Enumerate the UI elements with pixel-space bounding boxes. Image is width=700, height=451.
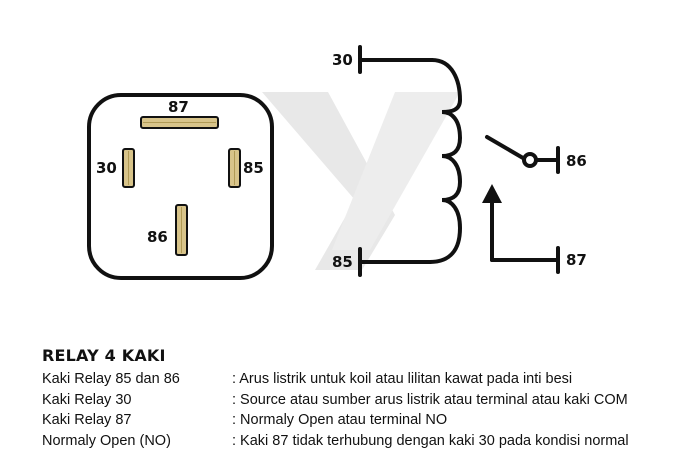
legend-desc: : Kaki 87 tidak terhubung dengan kaki 30 pada kondisi normal — [232, 431, 629, 451]
legend-desc: : Arus listrik untuk koil atau lilitan kawat pada inti besi — [232, 369, 572, 390]
pin-85-label: 85 — [243, 159, 264, 177]
schematic-30-label: 30 — [332, 51, 353, 69]
arrow-up-icon — [482, 184, 502, 203]
schematic-85-label: 85 — [332, 253, 353, 271]
legend-row — [42, 410, 692, 431]
legend-term: Kaki Relay 85 dan 86 — [42, 369, 232, 390]
legend-desc: : Normaly Open atau terminal NO — [232, 410, 447, 431]
legend-title: RELAY 4 KAKI — [42, 346, 692, 365]
pin-87-label: 87 — [168, 98, 189, 116]
schematic-87-label: 87 — [566, 251, 587, 269]
legend — [42, 346, 692, 451]
legend-row — [42, 431, 692, 451]
legend-desc: : Source atau sumber arus listrik atau terminal atau kaki COM — [232, 390, 628, 411]
legend-term: Normaly Open (NO) — [42, 431, 232, 451]
legend-term: Kaki Relay 87 — [42, 410, 232, 431]
pin-86-label: 86 — [147, 228, 168, 246]
pin-30-label: 30 — [96, 159, 117, 177]
legend-row — [42, 369, 692, 390]
legend-row — [42, 390, 692, 411]
legend-term: Kaki Relay 30 — [42, 390, 232, 411]
no-contact-symbol — [492, 198, 558, 272]
schematic-86-label: 86 — [566, 152, 587, 170]
switch-symbol — [487, 137, 558, 172]
